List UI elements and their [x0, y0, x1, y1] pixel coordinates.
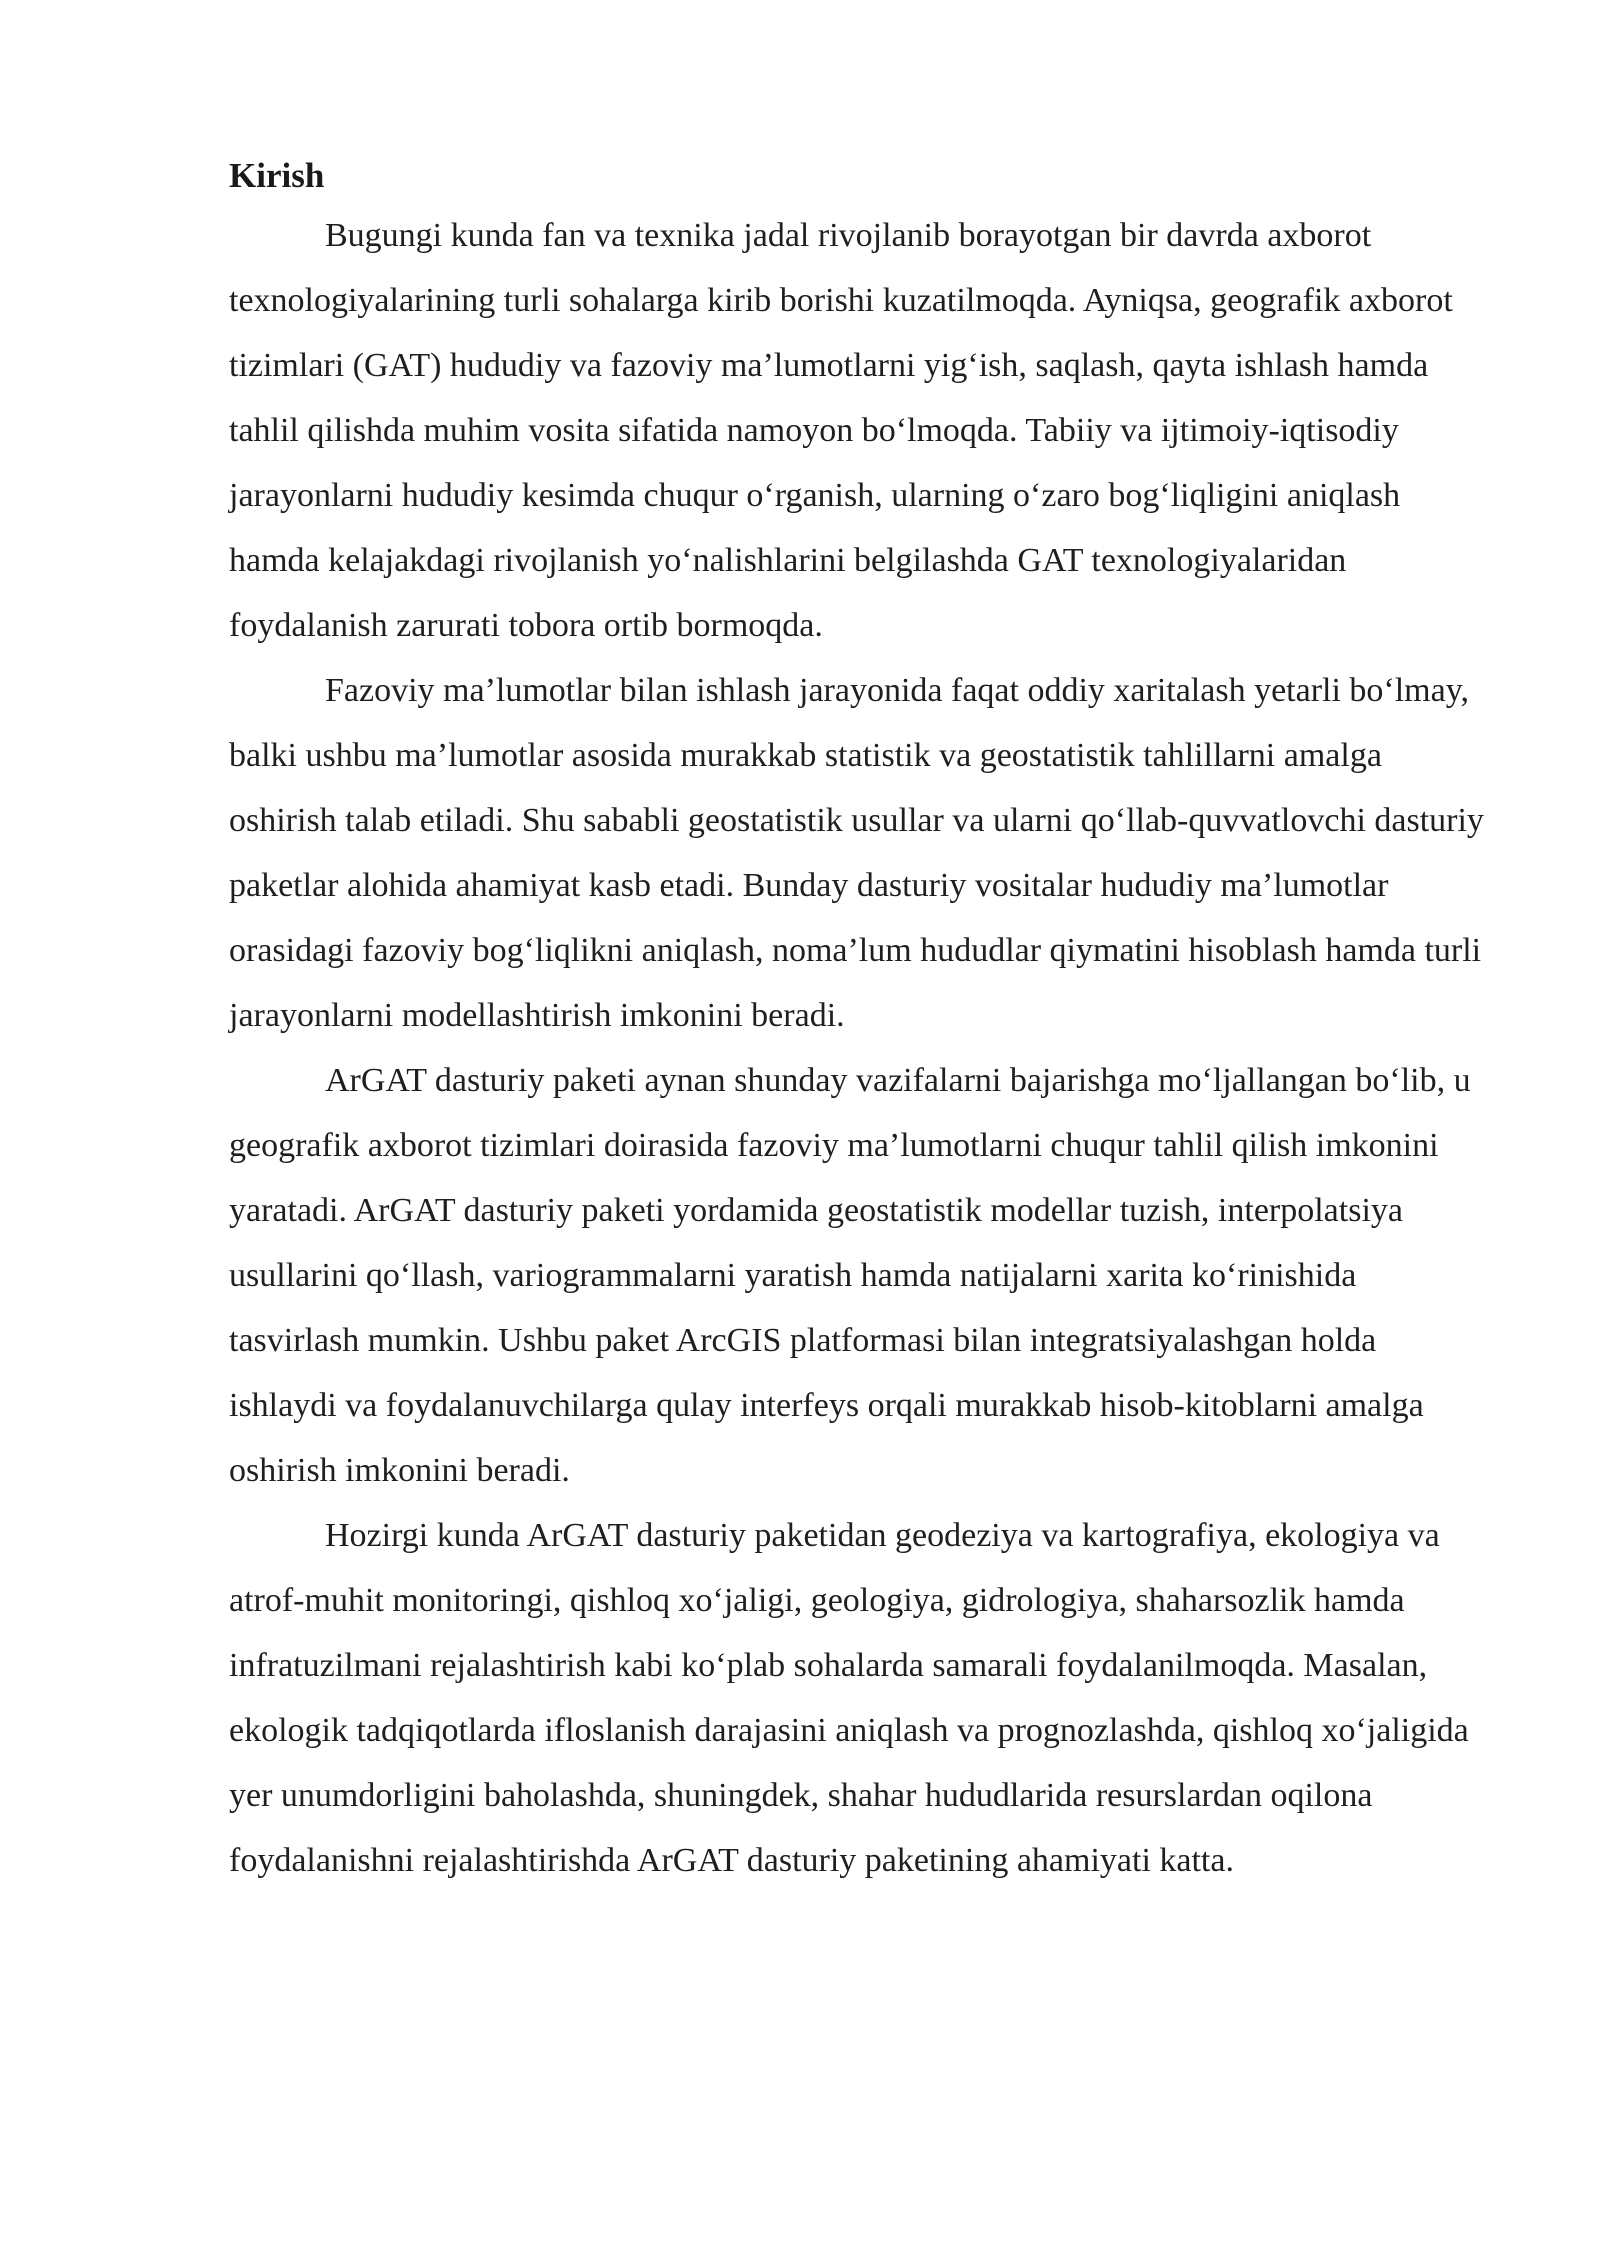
paragraph-2: Fazoviy ma’lumotlar bilan ishlash jarayonida faqat oddiy xaritalash yetarli bo‘lmay, balki ushbu ma’lumotlar asosida murakkab statistik va geostatistik tahlillarni amalga oshirish talab etiladi. Shu sababli geostatistik usullar va ularni qo‘llab-quvvatlovchi dasturiy paketlar alohida ahamiyat kasb etadi. Bunday dasturiy vositalar hududiy ma’lumotlar orasidagi fazoviy bog‘liqlikni aniqlash, noma’lum hududlar qiymatini hisoblash hamda turli jarayonlarni modellashtirish imkonini beradi. — [229, 672, 1484, 1034]
section-heading: Kirish — [229, 156, 325, 195]
paragraph-1: Bugungi kunda fan va texnika jadal rivojlanib borayotgan bir davrda axborot texnologiyalarining turli sohalarga kirib borishi kuzatilmoqda. Ayniqsa, geografik axborot tizimlari (GAT) hududiy va fazoviy ma’lumotlarni yig‘ish, saqlash, qayta ishlash hamda tahlil qilishda muhim vosita sifatida namoyon bo‘lmoqda. Tabiiy va ijtimoiy-iqtisodiy jarayonlarni hududiy kesimda chuqur o‘rganish, ularning o‘zaro bog‘liqligini aniqlash hamda kelajakdagi rivojlanish yo‘nalishlarini belgilashda GAT texnologiyalaridan foydalanish zarurati tobora ortib bormoqda. — [229, 217, 1453, 644]
paragraph-4: Hozirgi kunda ArGAT dasturiy paketidan geodeziya va kartografiya, ekologiya va atrof-muhit monitoringi, qishloq xo‘jaligi, geologiya, gidrologiya, shaharsozlik hamda infratuzilmani rejalashtirish kabi ko‘plab sohalarda samarali foydalanilmoqda. Masalan, ekologik tadqiqotlarda ifloslanish darajasini aniqlash va prognozlashda, qishloq xo‘jaligida yer unumdorligini baholashda, shuningdek, shahar hududlarida resurslardan oqilona foydalanishni rejalashtirishda ArGAT dasturiy paketining ahamiyati katta. — [229, 1517, 1469, 1879]
document-body — [229, 148, 1489, 1893]
paragraph-3: ArGAT dasturiy paketi aynan shunday vazifalarni bajarishga mo‘ljallangan bo‘lib, u geografik axborot tizimlari doirasida fazoviy ma’lumotlarni chuqur tahlil qilish imkonini yaratadi. ArGAT dasturiy paketi yordamida geostatistik modellar tuzish, interpolatsiya usullarini qo‘llash, variogrammalarni yaratish hamda natijalarni xarita ko‘rinishida tasvirlash mumkin. Ushbu paket ArcGIS platformasi bilan integratsiyalashgan holda ishlaydi va foydalanuvchilarga qulay interfeys orqali murakkab hisob-kitoblarni amalga oshirish imkonini beradi. — [229, 1062, 1471, 1489]
